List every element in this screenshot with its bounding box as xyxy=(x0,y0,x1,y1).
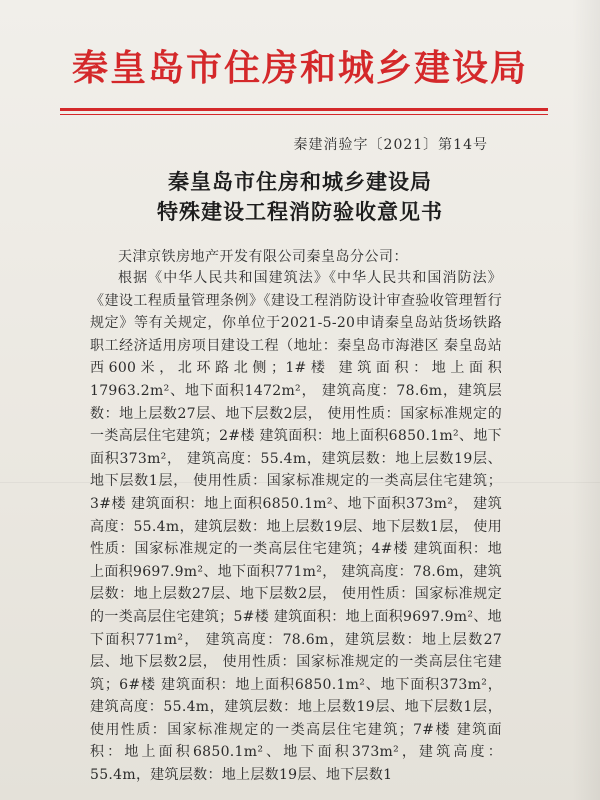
letterhead-title: 秦皇岛市住房和城乡建设局 xyxy=(71,47,528,89)
addressee: 天津京铁房地产开发有限公司秦皇岛分公司： xyxy=(118,249,408,265)
letterhead-rule-thin xyxy=(60,114,548,115)
letterhead-rule-thick xyxy=(60,108,548,111)
document-title-issuer: 秦皇岛市住房和城乡建设局 xyxy=(168,169,432,194)
body-paragraph: 根据《中华人民共和国建筑法》《中华人民共和国消防法》《建设工程质量管理条例》《建设工程消防设计审查验收管理暂行规定》等有关规定，你单位于2021-5-20申请秦皇岛站货场铁路职工经济适用房项目建设工程（地址：秦皇岛市海港区 秦皇岛站西600米，北环路北侧；1#楼 建筑面积：地上面积17963.2m²、地下面积1472m²， 建筑高度：78.6m，建筑层数：地上层数27层、地下层数2层， 使用性质：国家标准规定的一类高层住宅建筑；2#楼 建筑面积：地上面积6850.1m²、地下面积373m²， 建筑高度：55.4m，建筑层数：地上层数19层、地下层数1层， 使用性质：国家标准规定的一类高层住宅建筑；3#楼 建筑面积：地上面积6850.1m²、地下面积373m²， 建筑高度：55.4m，建筑层数：地上层数19层、地下层数1层， 使用性质：国家标准规定的一类高层住宅建筑；4#楼 建筑面积：地上面积9697.9m²、地下面积771m²， 建筑高度：78.6m，建筑层数：地上层数27层、地下层数2层， 使用性质：国家标准规定的一类高层住宅建筑；5#楼 建筑面积：地上面积9697.9m²、地下面积771m²， 建筑高度：78.6m，建筑层数：地上层数27层、地下层数2层， 使用性质：国家标准规定的一类高层住宅建筑；6#楼 建筑面积：地上面积6850.1m²、地下面积373m²， 建筑高度：55.4m，建筑层数：地上层数19层、地下层数1层， 使用性质：国家标准规定的一类高层住宅建筑；7#楼 建筑面积：地上面积6850.1m²、地下面积373m²，建筑高度：55.4m，建筑层数：地上层数19层、地下层数1 xyxy=(90,270,502,784)
paper-crease xyxy=(0,482,600,483)
document-number: 秦建消验字〔2021〕第14号 xyxy=(293,137,488,153)
document-title-type: 特殊建设工程消防验收意见书 xyxy=(157,199,443,224)
page-edge-shadow xyxy=(572,0,600,800)
